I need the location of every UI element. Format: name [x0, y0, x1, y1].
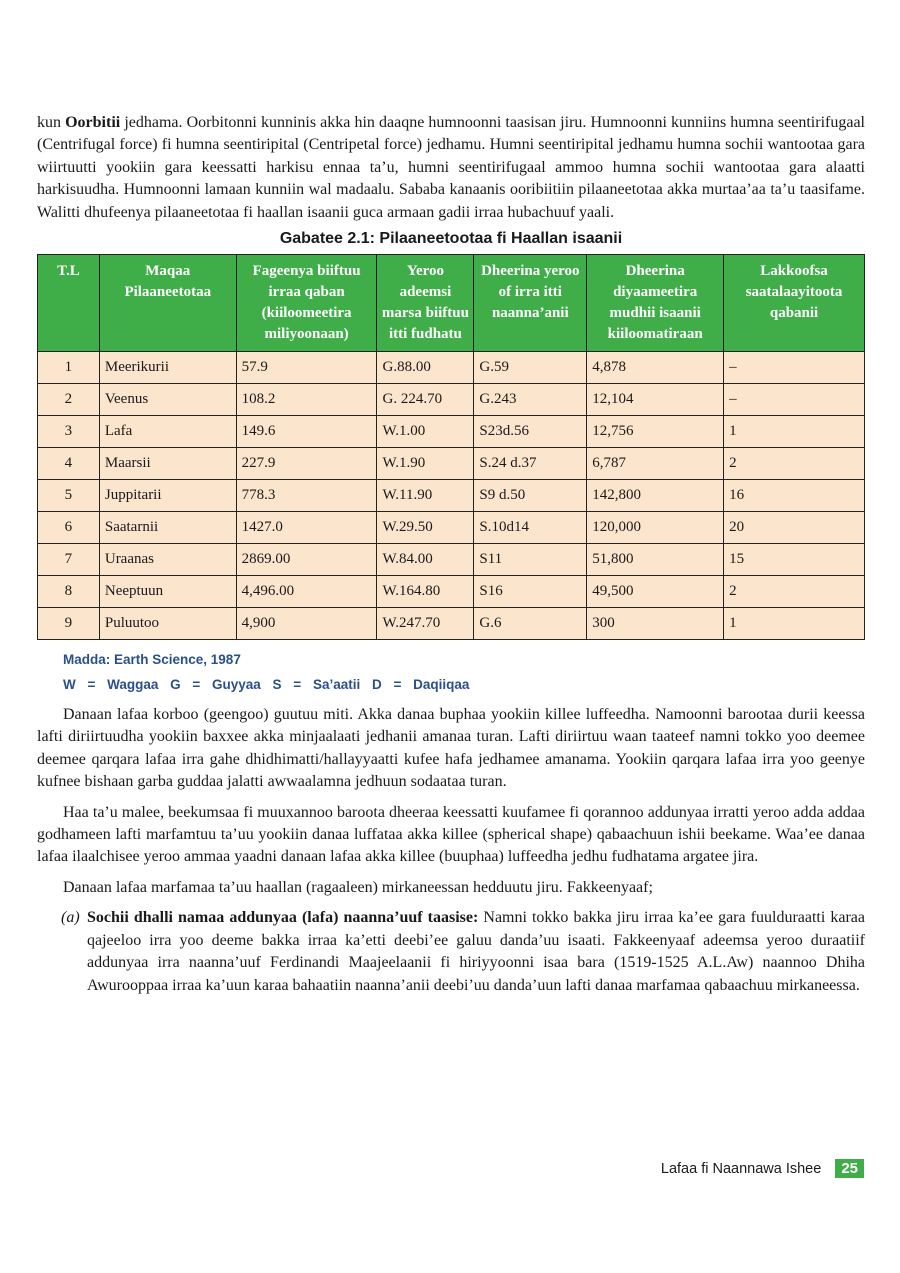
table-row — [38, 384, 865, 416]
header-planet-name: Maqaa Pilaaneetotaa — [99, 255, 236, 352]
header-distance: Fageenya biiftuu irraa qaban (kiiloomeetira miliyoonaan) — [236, 255, 377, 352]
table-cell: W.11.90 — [377, 480, 474, 512]
table-caption: Gabatee 2.1: Pilaaneetootaa fi Haallan isaanii — [279, 230, 623, 248]
table-cell: 149.6 — [236, 416, 377, 448]
table-cell: G. 224.70 — [377, 384, 474, 416]
term-oorbitii: Oorbitii — [65, 114, 121, 131]
header-satellites: Lakkoofsa saatalaayitoota qabanii — [724, 255, 865, 352]
table-cell: Juppitarii — [99, 480, 236, 512]
paragraph-evidence-intro: Danaan lafaa marfamaa ta’uu haallan (ragaaleen) mirkaneessan hedduutu jiru. Fakkeenyaaf; — [63, 878, 653, 896]
table-row — [38, 352, 865, 384]
table-cell: G.88.00 — [377, 352, 474, 384]
table-row — [38, 608, 865, 640]
table-cell: 5 — [38, 480, 100, 512]
table-cell: G.243 — [474, 384, 587, 416]
table-cell: S.24 d.37 — [474, 448, 587, 480]
header-tl: T.L — [38, 255, 100, 352]
table-cell: 12,104 — [587, 384, 724, 416]
table-cell: 8 — [38, 576, 100, 608]
table-cell: Uraanas — [99, 544, 236, 576]
table-cell: 51,800 — [587, 544, 724, 576]
table-cell: 6,787 — [587, 448, 724, 480]
table-legend: W = Waggaa G = Guyyaa S = Sa’aatii D = Daqiiqaa — [63, 677, 470, 693]
table-cell: 9 — [38, 608, 100, 640]
table-cell: Meerikurii — [99, 352, 236, 384]
table-cell: W.247.70 — [377, 608, 474, 640]
table-cell: 16 — [724, 480, 865, 512]
list-heading-a: Sochii dhalli namaa addunyaa (lafa) naanna’uuf taasise: — [87, 909, 479, 927]
table-cell: Veenus — [99, 384, 236, 416]
table-cell: 4,878 — [587, 352, 724, 384]
page-number: 25 — [835, 1159, 864, 1178]
table-cell: 120,000 — [587, 512, 724, 544]
table-cell: 7 — [38, 544, 100, 576]
planets-table — [37, 254, 865, 640]
table-cell: S.10d14 — [474, 512, 587, 544]
paragraph-knowledge: Haa ta’u malee, beekumsaa fi muuxannoo baroota dheeraa keessatti kuufamee fi qorannoo addunyaa irratti yeroo adda addaa godhameen lafti marfamtuu ta’uu yookiin danaa luffataa akka killee (spherical shape) qabaachuun ishii beekame. Waa’ee danaa lafaa ilaalchisee yeroo ammaa yaadni danaan lafaa akka killee (buuphaa) luffeedha jedhu fudhatama argatee jira. — [37, 803, 865, 866]
header-orbit-period: Yeroo adeemsi marsa biiftuu itti fudhatu — [377, 255, 474, 352]
paragraph-shape-of-earth: Danaan lafaa korboo (geengoo) guutuu miti. Akka danaa buphaa yookiin killee luffeedha. Namoonni barootaa durii keessa lafti diriirtuudha yookiin baxxee akka minjaalaati jedhanii amanaa turan. Lafti diriirtuu waan taateef namni tokko yoo deemee deemee qarqara lafaa irra gahe dhidhimatti/hallayyaatti kufee hafa jedhamee amanama. Yookiin qarqara lafaa irra yoo geenye kufnee bishaan garba guddaa jalatti awwaalamna jedhuun sodaataa turan. — [37, 706, 865, 791]
table-cell: G.59 — [474, 352, 587, 384]
table-cell: 4,496.00 — [236, 576, 377, 608]
table-cell: 1 — [38, 352, 100, 384]
table-cell: W.84.00 — [377, 544, 474, 576]
footer-title: Lafaa fi Naannawa Ishee — [660, 1160, 822, 1177]
table-cell: Lafa — [99, 416, 236, 448]
table-row — [38, 576, 865, 608]
table-cell: Maarsii — [99, 448, 236, 480]
table-row — [38, 448, 865, 480]
table-source: Madda: Earth Science, 1987 — [63, 652, 241, 668]
table-cell: W.1.90 — [377, 448, 474, 480]
table-cell: S16 — [474, 576, 587, 608]
table-cell: Puluutoo — [99, 608, 236, 640]
table-cell: 4 — [38, 448, 100, 480]
table-cell: 1427.0 — [236, 512, 377, 544]
table-cell: – — [724, 384, 865, 416]
table-header-row — [38, 255, 865, 352]
table-body — [38, 352, 865, 640]
table-cell: 108.2 — [236, 384, 377, 416]
table-cell: Neeptuun — [99, 576, 236, 608]
table-cell: 20 — [724, 512, 865, 544]
table-row — [38, 416, 865, 448]
intro-paragraph: kun Oorbitii jedhama. Oorbitonni kunninis akka hin daaqne humnoonni taasisan jiru. Humnoonni kunniins humna seentirifugaal (Centrifugal force) fi humna seentiripital (Centripetal force) jedhamu. Humni seentiripital jedhamu humna sochii wantootaa gara wiirtuutti yookiin gara keessatti harkisu ennaa ta’u, humni seentirifugaal ammoo humna sochii wantootaa gara alaatti harkisuudha. Humnoonni lamaan kunniin wal madaalu. Sababa kanaanis ooribiitiin pilaaneetotaa akka murtaa’aa ta’u taasifame. Walitti dhufeenya pilaaneetotaa fi haallan isaanii guca armaan gadii irraa hubachuuf yaali. — [37, 114, 866, 221]
table-cell: 1 — [724, 608, 865, 640]
table-cell: W.1.00 — [377, 416, 474, 448]
table-cell: 49,500 — [587, 576, 724, 608]
table-cell: Saatarnii — [99, 512, 236, 544]
table-cell: 1 — [724, 416, 865, 448]
table-cell: S11 — [474, 544, 587, 576]
table-cell: S9 d.50 — [474, 480, 587, 512]
table-cell: W.29.50 — [377, 512, 474, 544]
table-cell: G.6 — [474, 608, 587, 640]
table-row — [38, 544, 865, 576]
table-cell: 142,800 — [587, 480, 724, 512]
table-cell: 2 — [38, 384, 100, 416]
list-body-a: Sochii dhalli namaa addunyaa (lafa) naanna’uuf taasise: Namni tokko bakka jiru irraa ka’ee gara fuulduraatti karaa qajeeloo irra yoo deeme bakka irraa ka’etti deebi’ee galuu danda’uu isaati. Fakkeenyaaf adeemsa yeroo duraatiif addunyaa irra naanna’uuf Ferdinandi Maajeelaanii fi hiriyyoonni isaa bara (1519-1525 A.L.Aw) naannoo Dhiha Awurooppaa irraa ka’uun karaa bahaatiin naanna’anii deebi’uu danda’uun lafti danaa marfamaa qabaachuu mirkaneessa. — [87, 909, 866, 994]
table-cell: 12,756 — [587, 416, 724, 448]
table-cell: 778.3 — [236, 480, 377, 512]
list-marker-a: (a) — [61, 909, 80, 927]
table-cell: W.164.80 — [377, 576, 474, 608]
table-cell: – — [724, 352, 865, 384]
header-diameter: Dheerina diyaameetira mudhii isaanii kiiloomatiraan — [587, 255, 724, 352]
table-cell: 4,900 — [236, 608, 377, 640]
page-content — [37, 112, 865, 997]
header-rotation: Dheerina yeroo of irra itti naanna’anii — [474, 255, 587, 352]
table-cell: 15 — [724, 544, 865, 576]
table-cell: 2 — [724, 576, 865, 608]
table-cell: 6 — [38, 512, 100, 544]
table-cell: 300 — [587, 608, 724, 640]
table-cell: 57.9 — [236, 352, 377, 384]
list-item-a — [37, 907, 865, 997]
table-cell: 2869.00 — [236, 544, 377, 576]
table-cell: S23d.56 — [474, 416, 587, 448]
table-cell: 2 — [724, 448, 865, 480]
table-row — [38, 512, 865, 544]
table-cell: 3 — [38, 416, 100, 448]
page-footer — [661, 1159, 864, 1178]
table-cell: 227.9 — [236, 448, 377, 480]
table-row — [38, 480, 865, 512]
